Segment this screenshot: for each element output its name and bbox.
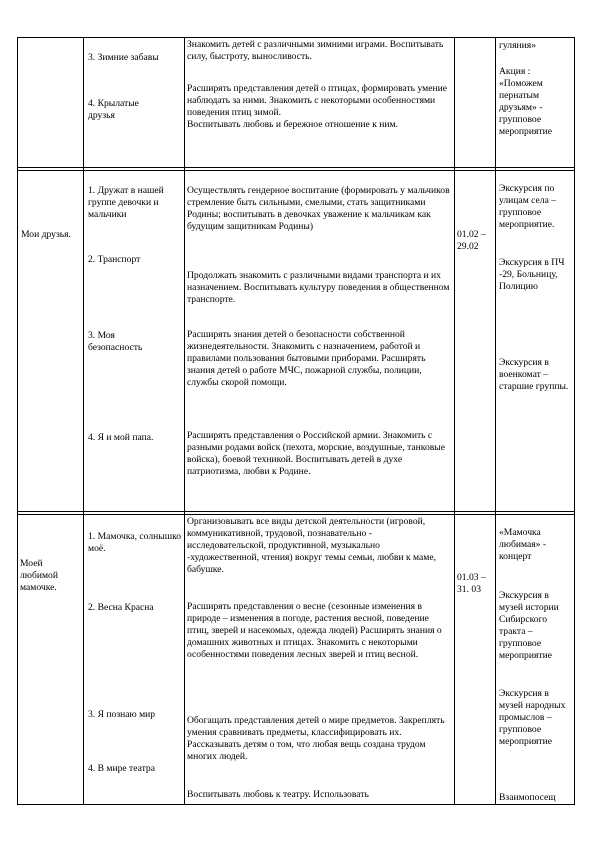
content-army: Расширять представления о Российской армии. Знакомить с разными родами войск (пехота, морские, воздушные, танковые войска), боевой техникой. Воспитывать детей в духе патриотизма, любви к Родине. [187,430,445,478]
subtopic-spring: 2. Весна Красна [88,602,154,613]
column-divider-2 [184,37,185,804]
content-objects: Обогащать представления детей о мире предметов. Закреплять умения сравнивать предметы, классифицировать их. Рассказывать детям о том, что любая вещь создана трудом многих людей. [187,715,445,763]
subtopic-dad: 4. Я и мой папа. [88,432,154,443]
content-theatre: Воспитывать любовь к театру. Использовать [187,789,369,800]
event-bird-action: Акция : «Поможем пернатым друзьям» - групповое мероприятие [499,66,552,138]
row-divider-2b [17,514,575,515]
content-winter-games: Знакомить детей с различными зимними играми. Воспитывать силу, быстроту, выносливость. [187,39,444,63]
subtopic-theatre: 4. В мире театра [88,763,155,774]
row-divider-1 [17,167,575,168]
subtopic-winged-friends: 4. Крылатые друзья [88,98,139,122]
row-divider-1b [17,170,575,171]
content-gender: Осуществлять гендерное воспитание (формировать у мальчиков стремление быть сильными, смелыми, стать защитниками Родины; воспитывать в девочках уважение к мальчикам как будущим защитникам Родины) [187,185,450,233]
dates-march: 01.03 – 31. 03 [457,572,486,596]
subtopic-winter-games: 3. Зимние забавы [88,52,159,63]
column-divider-3 [454,37,455,804]
table-border-bottom [17,804,575,805]
event-tract-museum: Экскурсия в музей истории Сибирского тракта – групповое мероприятие [499,590,559,662]
table-border-left [17,37,18,804]
event-village-tour: Экскурсия по улицам села – групповое мероприятие. [499,183,557,231]
table-border-top [17,37,575,38]
content-safety: Расширять знания детей о безопасности собственной жизнедеятельности. Знакомить с назначением, работой и правилами пользования бытовыми приборами. Расширять знания детей о работе МЧС, пожарной службы, полиции, службы скорой помощи. [187,329,426,389]
event-crafts-museum: Экскурсия в музей народных промыслов – групповое мероприятие [499,688,566,748]
subtopic-transport: 2. Транспорт [88,254,141,265]
subtopic-world: 3. Я познаю мир [88,709,156,720]
event-military-office: Экскурсия в военкомат – старшие группы. [499,357,569,393]
subtopic-mommy: 1. Мамочка, солнышко моё. [88,531,182,555]
content-spring: Расширять представления о весне (сезонные изменения в природе – изменения в погоде, растения весной, поведение птиц, зверей и насекомых, одежда людей) Расширять знания о домашних животных и птицах. Знакомить с некоторыми особенностями поведения лесных зверей и птиц весной. [187,601,442,661]
topic-beloved-mom: Моей любимой мамочке. [20,558,58,594]
event-mutual-visits: Взаимопосещ [499,792,556,803]
column-divider-4 [495,37,496,804]
content-winged-friends: Расширять представления детей о птицах, формировать умение наблюдать за ними. Знакомить с некоторыми особенностями поведения птиц зимой. Воспитывать любовь и бережное отношение к ним. [187,83,447,131]
event-mom-concert: «Мамочка любимая» - концерт [499,527,547,563]
subtopic-friendship: 1. Дружат в нашей группе девочки и мальчики [88,185,164,221]
dates-february: 01.02 – 29.02 [457,229,486,253]
event-fire-station: Экскурсия в ПЧ -29, Больницу, Полицию [499,257,565,293]
table-border-right [574,37,575,804]
row-divider-2 [17,511,575,512]
event-festivities: гуляния» [499,40,536,51]
subtopic-safety: 3. Моя безопасность [88,330,143,354]
content-transport: Продолжать знакомить с различными видами транспорта и их назначением. Воспитывать культуру поведения в общественном транспорте. [187,270,450,306]
column-divider-1 [83,37,84,804]
content-family: Организовывать все виды детской деятельности (игровой, коммуникативной, трудовой, познавательно - исследовательской, продуктивной, музыкально -художественной, чтения) вокруг темы семьи, любви к маме, бабушке. [187,516,437,576]
topic-my-friends: Мои друзья. [21,229,71,240]
